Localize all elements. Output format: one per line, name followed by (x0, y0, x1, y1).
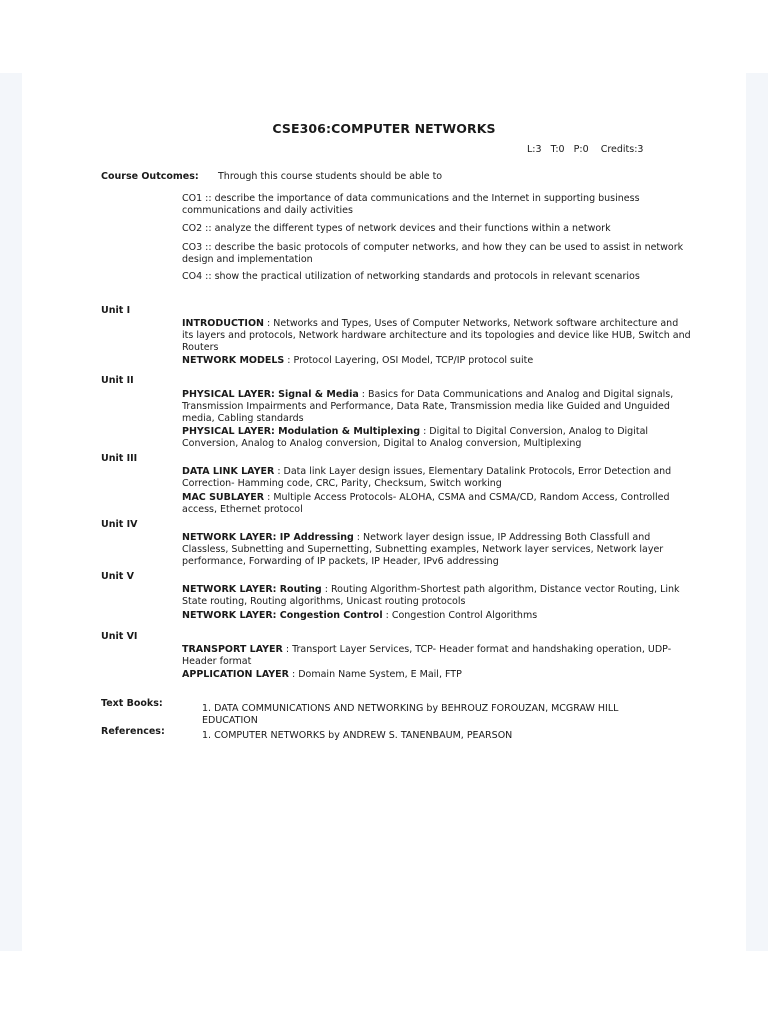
unit-1-topic-2 (182, 355, 692, 367)
unit-3-topic-2 (182, 492, 692, 516)
text-books-label: Text Books: (101, 698, 163, 709)
unit-6-topic-1-body: : Transport Layer Services, TCP- Header format and handshaking operation, UDP- Header format (182, 644, 672, 667)
unit-5-topic-2-heading: NETWORK LAYER: Congestion Control (182, 610, 383, 621)
unit-1-topic-1-heading: INTRODUCTION (182, 318, 264, 329)
unit-5-label: Unit V (101, 571, 134, 582)
unit-5-topic-2-body: : Congestion Control Algorithms (382, 610, 538, 621)
course-outcomes-label: Course Outcomes: (101, 171, 199, 182)
unit-3-topic-1 (182, 466, 692, 490)
unit-2-topic-1-heading: PHYSICAL LAYER: Signal & Media (182, 389, 359, 400)
unit-1-topic-1-body: : Networks and Types, Uses of Computer Networks, Network software architecture and its layers and protocols, Network hardware architecture and its topologies and device like HUB, Switch and Routers (182, 318, 691, 353)
course-outcomes-intro: Through this course students should be able to (218, 171, 443, 182)
course-credits: L:3 T:0 P:0 Credits:3 (527, 144, 644, 155)
course-title: CSE306:COMPUTER NETWORKS (272, 121, 496, 136)
reference-1: 1. COMPUTER NETWORKS by ANDREW S. TANENBAUM, PEARSON (202, 730, 513, 741)
text-book-1: 1. DATA COMMUNICATIONS AND NETWORKING by BEHROUZ FOROUZAN, MCGRAW HILL EDUCATION (202, 703, 619, 726)
unit-6-topic-1 (182, 644, 692, 668)
unit-1-topic-2-heading: NETWORK MODELS (182, 355, 285, 366)
unit-4-topic-1-heading: NETWORK LAYER: IP Addressing (182, 532, 354, 543)
unit-6-topic-1-heading: TRANSPORT LAYER (182, 644, 283, 655)
unit-6-label: Unit VI (101, 631, 138, 642)
unit-2-topic-1-body: : Basics for Data Communications and Analog and Digital signals, Transmission Impairments and Performance, Data Rate, Transmission media like Guided and Unguided media, Cabling standards (182, 389, 674, 424)
course-outcome-1: CO1 :: describe the importance of data communications and the Internet in supporting business communications and daily activities (182, 193, 640, 216)
unit-3-label: Unit III (101, 453, 138, 464)
unit-4-topic-1 (182, 532, 692, 568)
document-page (22, 73, 746, 951)
references-label: References: (101, 726, 165, 737)
unit-1-topic-2-body: : Protocol Layering, OSI Model, TCP/IP protocol suite (284, 355, 534, 366)
unit-2-topic-2-heading: PHYSICAL LAYER: Modulation & Multiplexing (182, 426, 421, 437)
unit-4-topic-1-body: : Network layer design issue, IP Addressing Both Classfull and Classless, Subnetting and Supernetting, Subnetting examples, Network layer services, Network layer performance, Forwarding of IP packets, IP Header, IPv6 addressing (182, 532, 664, 567)
unit-2-topic-2 (182, 426, 692, 450)
unit-5-topic-1-heading: NETWORK LAYER: Routing (182, 584, 322, 595)
unit-1-topic-1 (182, 318, 692, 354)
unit-3-topic-2-heading: MAC SUBLAYER (182, 492, 265, 503)
unit-6-topic-2-heading: APPLICATION LAYER (182, 669, 289, 680)
unit-5-topic-2 (182, 610, 692, 622)
unit-1-label: Unit I (101, 305, 131, 316)
unit-3-topic-1-body: : Data link Layer design issues, Elementary Datalink Protocols, Error Detection and Correction- Hamming code, CRC, Parity, Checksum, Switch working (182, 466, 672, 489)
unit-2-topic-1 (182, 389, 692, 425)
course-outcome-2: CO2 :: analyze the different types of network devices and their functions within a network (182, 223, 611, 234)
unit-3-topic-1-heading: DATA LINK LAYER (182, 466, 275, 477)
unit-4-label: Unit IV (101, 519, 138, 530)
unit-6-topic-2-body: : Domain Name System, E Mail, FTP (288, 669, 462, 680)
unit-6-topic-2 (182, 669, 692, 681)
unit-5-topic-1 (182, 584, 692, 608)
unit-5-topic-1-body: : Routing Algorithm-Shortest path algorithm, Distance vector Routing, Link State routing, Routing algorithms, Unicast routing protocols (182, 584, 680, 607)
course-outcome-3: CO3 :: describe the basic protocols of computer networks, and how they can be used to assist in network design and implementation (182, 242, 684, 265)
course-outcome-4: CO4 :: show the practical utilization of networking standards and protocols in relevant scenarios (182, 271, 640, 282)
unit-3-topic-2-body: : Multiple Access Protocols- ALOHA, CSMA and CSMA/CD, Random Access, Controlled access, Ethernet protocol (182, 492, 670, 515)
unit-2-topic-2-body: : Digital to Digital Conversion, Analog to Digital Conversion, Analog to Analog conversion, Digital to Analog conversion, Multiplexing (182, 426, 649, 449)
unit-2-label: Unit II (101, 375, 134, 386)
